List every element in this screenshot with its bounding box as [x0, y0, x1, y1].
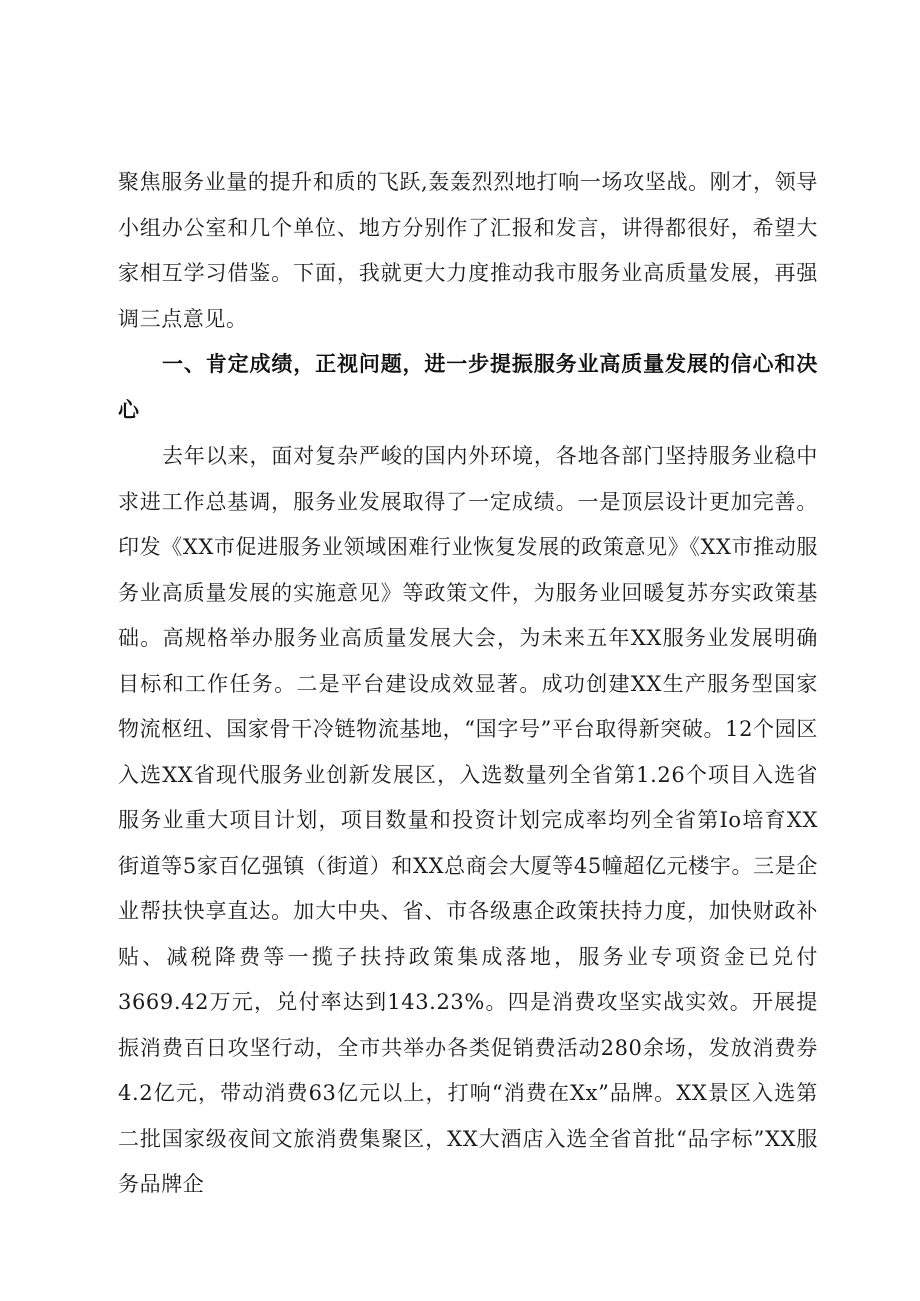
- intro-paragraph: 聚焦服务业量的提升和质的飞跃,轰轰烈烈地打响一场攻坚战。刚才，领导小组办公室和几个单位、地方分别作了汇报和发言，讲得都很好，希望大家相互学习借鉴。下面，我就更大力度推动我市服务业高质量发展，再强调三点意见。: [118, 170, 818, 331]
- section-1-paragraph: 去年以来，面对复杂严峻的国内外环境，各地各部门坚持服务业稳中求进工作总基调，服务业发展取得了一定成绩。一是顶层设计更加完善。印发《XX市促进服务业领域困难行业恢复发展的政策意见》《XX市推动服务业高质量发展的实施意见》等政策文件，为服务业回暖复苏夯实政策基础。高规格举办服务业高质量发展大会，为未来五年XX服务业发展明确目标和工作任务。二是平台建设成效显著。成功创建XX生产服务型国家物流枢纽、国家骨干冷链物流基地，“国字号”平台取得新突破。12个园区入选XX省现代服务业创新发展区，入选数量列全省第1.26个项目入选省服务业重大项目计划，项目数量和投资计划完成率均列全省第Io培育XX街道等5家百亿强镇（街道）和XX总商会大厦等45幢超亿元楼宇。三是企业帮扶快享直达。加大中央、省、市各级惠企政策扶持力度，加快财政补贴、减税降费等一揽子扶持政策集成落地，服务业专项资金已兑付3669.42万元，兑付率达到143.23%。四是消费攻坚实战实效。开展提振消费百日攻坚行动，全市共举办各类促销费活动280余场，发放消费券4.2亿元，带动消费63亿元以上，打响“消费在Xx”品牌。XX景区入选第二批国家级夜间文旅消费集聚区，XX大酒店入选全省首批“品字标”XX服务品牌企: [118, 444, 818, 1196]
- section-heading-1: 一、肯定成绩，正视问题，进一步提振服务业高质量发展的信心和决心: [118, 352, 818, 422]
